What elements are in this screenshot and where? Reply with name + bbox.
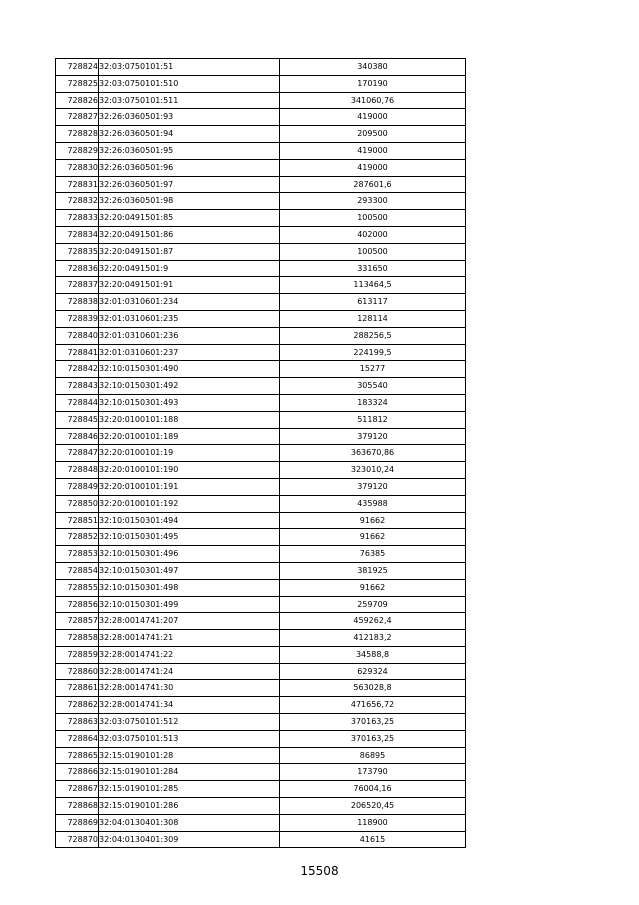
row-id-cell: 728826 [56, 92, 99, 109]
cadastral-number-cell: 32:26:0360501:96 [99, 159, 280, 176]
row-id-cell: 728836 [56, 260, 99, 277]
table-row [56, 361, 466, 378]
cadastral-number-cell: 32:20:0100101:192 [99, 495, 280, 512]
table-row [56, 75, 466, 92]
table-row [56, 831, 466, 848]
cadastral-number-cell: 32:03:0750101:511 [99, 92, 280, 109]
cadastral-number-cell: 32:20:0100101:188 [99, 411, 280, 428]
row-id-cell: 728825 [56, 75, 99, 92]
table-row [56, 428, 466, 445]
value-cell: 183324 [280, 394, 466, 411]
value-cell: 76385 [280, 546, 466, 563]
cadastral-number-cell: 32:28:0014741:30 [99, 680, 280, 697]
row-id-cell: 728861 [56, 680, 99, 697]
value-cell: 340380 [280, 59, 466, 76]
row-id-cell: 728855 [56, 579, 99, 596]
table-row [56, 613, 466, 630]
cadastral-number-cell: 32:15:0190101:284 [99, 764, 280, 781]
cadastral-number-cell: 32:28:0014741:22 [99, 646, 280, 663]
row-id-cell: 728845 [56, 411, 99, 428]
value-cell: 41615 [280, 831, 466, 848]
table-row [56, 142, 466, 159]
cadastral-number-cell: 32:28:0014741:21 [99, 630, 280, 647]
row-id-cell: 728842 [56, 361, 99, 378]
table-row [56, 646, 466, 663]
table-row [56, 126, 466, 143]
table-row [56, 478, 466, 495]
row-id-cell: 728854 [56, 562, 99, 579]
cadastral-number-cell: 32:26:0360501:93 [99, 109, 280, 126]
row-id-cell: 728829 [56, 142, 99, 159]
value-cell: 363670,86 [280, 445, 466, 462]
table-row [56, 394, 466, 411]
value-cell: 323010,24 [280, 462, 466, 479]
row-id-cell: 728862 [56, 697, 99, 714]
cadastral-number-cell: 32:10:0150301:498 [99, 579, 280, 596]
table-row [56, 730, 466, 747]
table-row [56, 781, 466, 798]
row-id-cell: 728850 [56, 495, 99, 512]
cadastral-number-cell: 32:15:0190101:286 [99, 798, 280, 815]
table-row [56, 562, 466, 579]
row-id-cell: 728865 [56, 747, 99, 764]
cadastral-number-cell: 32:04:0130401:308 [99, 814, 280, 831]
row-id-cell: 728866 [56, 764, 99, 781]
table-row [56, 327, 466, 344]
cadastral-number-cell: 32:20:0491501:85 [99, 210, 280, 227]
row-id-cell: 728835 [56, 243, 99, 260]
row-id-cell: 728831 [56, 176, 99, 193]
table-row [56, 243, 466, 260]
cadastral-number-cell: 32:10:0150301:496 [99, 546, 280, 563]
cadastral-number-cell: 32:20:0100101:19 [99, 445, 280, 462]
cadastral-number-cell: 32:26:0360501:95 [99, 142, 280, 159]
value-cell: 76004,16 [280, 781, 466, 798]
value-cell: 370163,25 [280, 714, 466, 731]
cadastral-number-cell: 32:20:0100101:190 [99, 462, 280, 479]
row-id-cell: 728867 [56, 781, 99, 798]
cadastral-number-cell: 32:10:0150301:494 [99, 512, 280, 529]
row-id-cell: 728860 [56, 663, 99, 680]
table-row [56, 193, 466, 210]
row-id-cell: 728830 [56, 159, 99, 176]
cadastral-number-cell: 32:26:0360501:94 [99, 126, 280, 143]
value-cell: 206520,45 [280, 798, 466, 815]
cadastral-number-cell: 32:15:0190101:28 [99, 747, 280, 764]
table-row [56, 59, 466, 76]
row-id-cell: 728838 [56, 294, 99, 311]
value-cell: 91662 [280, 512, 466, 529]
cadastral-number-cell: 32:04:0130401:309 [99, 831, 280, 848]
row-id-cell: 728870 [56, 831, 99, 848]
row-id-cell: 728864 [56, 730, 99, 747]
cadastral-number-cell: 32:03:0750101:513 [99, 730, 280, 747]
table-row [56, 277, 466, 294]
value-cell: 34588,8 [280, 646, 466, 663]
row-id-cell: 728851 [56, 512, 99, 529]
cadastral-number-cell: 32:20:0100101:189 [99, 428, 280, 445]
value-cell: 128114 [280, 310, 466, 327]
row-id-cell: 728868 [56, 798, 99, 815]
table-row [56, 495, 466, 512]
cadastral-number-cell: 32:01:0310601:234 [99, 294, 280, 311]
table-row [56, 680, 466, 697]
table-row [56, 546, 466, 563]
cadastral-number-cell: 32:10:0150301:497 [99, 562, 280, 579]
row-id-cell: 728863 [56, 714, 99, 731]
table-row [56, 462, 466, 479]
row-id-cell: 728847 [56, 445, 99, 462]
value-cell: 629324 [280, 663, 466, 680]
page-number: 15508 [300, 864, 339, 878]
cadastral-number-cell: 32:20:0491501:91 [99, 277, 280, 294]
cadastral-number-cell: 32:03:0750101:512 [99, 714, 280, 731]
row-id-cell: 728844 [56, 394, 99, 411]
cadastral-number-cell: 32:26:0360501:98 [99, 193, 280, 210]
row-id-cell: 728840 [56, 327, 99, 344]
row-id-cell: 728852 [56, 529, 99, 546]
table-row [56, 176, 466, 193]
value-cell: 118900 [280, 814, 466, 831]
row-id-cell: 728859 [56, 646, 99, 663]
cadastral-number-cell: 32:20:0491501:87 [99, 243, 280, 260]
row-id-cell: 728856 [56, 596, 99, 613]
row-id-cell: 728869 [56, 814, 99, 831]
table-row [56, 579, 466, 596]
data-table [55, 58, 466, 848]
value-cell: 331650 [280, 260, 466, 277]
row-id-cell: 728837 [56, 277, 99, 294]
cadastral-number-cell: 32:28:0014741:207 [99, 613, 280, 630]
table-row [56, 596, 466, 613]
cadastral-number-cell: 32:01:0310601:236 [99, 327, 280, 344]
value-cell: 100500 [280, 243, 466, 260]
row-id-cell: 728833 [56, 210, 99, 227]
value-cell: 224199,5 [280, 344, 466, 361]
table-row [56, 663, 466, 680]
value-cell: 341060,76 [280, 92, 466, 109]
value-cell: 287601,6 [280, 176, 466, 193]
row-id-cell: 728841 [56, 344, 99, 361]
cadastral-number-cell: 32:20:0491501:86 [99, 226, 280, 243]
table-row [56, 764, 466, 781]
value-cell: 419000 [280, 109, 466, 126]
value-cell: 412183,2 [280, 630, 466, 647]
row-id-cell: 728848 [56, 462, 99, 479]
row-id-cell: 728839 [56, 310, 99, 327]
value-cell: 379120 [280, 428, 466, 445]
value-cell: 471656,72 [280, 697, 466, 714]
table-row [56, 159, 466, 176]
cadastral-number-cell: 32:28:0014741:34 [99, 697, 280, 714]
value-cell: 91662 [280, 529, 466, 546]
value-cell: 435988 [280, 495, 466, 512]
value-cell: 170190 [280, 75, 466, 92]
cadastral-number-cell: 32:03:0750101:51 [99, 59, 280, 76]
table-body [56, 59, 466, 848]
value-cell: 113464,5 [280, 277, 466, 294]
value-cell: 402000 [280, 226, 466, 243]
cadastral-number-cell: 32:01:0310601:235 [99, 310, 280, 327]
value-cell: 91662 [280, 579, 466, 596]
row-id-cell: 728849 [56, 478, 99, 495]
cadastral-number-cell: 32:20:0491501:9 [99, 260, 280, 277]
cadastral-number-cell: 32:28:0014741:24 [99, 663, 280, 680]
row-id-cell: 728828 [56, 126, 99, 143]
value-cell: 293300 [280, 193, 466, 210]
table-row [56, 344, 466, 361]
value-cell: 370163,25 [280, 730, 466, 747]
cadastral-number-cell: 32:10:0150301:493 [99, 394, 280, 411]
row-id-cell: 728858 [56, 630, 99, 647]
value-cell: 86895 [280, 747, 466, 764]
table-row [56, 630, 466, 647]
cadastral-number-cell: 32:10:0150301:495 [99, 529, 280, 546]
row-id-cell: 728853 [56, 546, 99, 563]
table-row [56, 814, 466, 831]
value-cell: 15277 [280, 361, 466, 378]
table-row [56, 411, 466, 428]
table-row [56, 747, 466, 764]
table-row [56, 310, 466, 327]
cadastral-number-cell: 32:20:0100101:191 [99, 478, 280, 495]
value-cell: 419000 [280, 142, 466, 159]
value-cell: 379120 [280, 478, 466, 495]
value-cell: 459262,4 [280, 613, 466, 630]
value-cell: 100500 [280, 210, 466, 227]
row-id-cell: 728824 [56, 59, 99, 76]
cadastral-number-cell: 32:01:0310601:237 [99, 344, 280, 361]
row-id-cell: 728843 [56, 378, 99, 395]
table-row [56, 445, 466, 462]
cadastral-number-cell: 32:10:0150301:499 [99, 596, 280, 613]
cadastral-number-cell: 32:10:0150301:490 [99, 361, 280, 378]
value-cell: 173790 [280, 764, 466, 781]
row-id-cell: 728827 [56, 109, 99, 126]
table-row [56, 529, 466, 546]
value-cell: 259709 [280, 596, 466, 613]
value-cell: 511812 [280, 411, 466, 428]
value-cell: 613117 [280, 294, 466, 311]
table-row [56, 714, 466, 731]
row-id-cell: 728857 [56, 613, 99, 630]
table-row [56, 210, 466, 227]
cadastral-number-cell: 32:03:0750101:510 [99, 75, 280, 92]
table-row [56, 109, 466, 126]
table-row [56, 294, 466, 311]
table-row [56, 378, 466, 395]
table-row [56, 697, 466, 714]
row-id-cell: 728834 [56, 226, 99, 243]
value-cell: 288256,5 [280, 327, 466, 344]
table-row [56, 260, 466, 277]
table-row [56, 226, 466, 243]
value-cell: 209500 [280, 126, 466, 143]
value-cell: 381925 [280, 562, 466, 579]
table-row [56, 512, 466, 529]
cadastral-number-cell: 32:15:0190101:285 [99, 781, 280, 798]
cadastral-number-cell: 32:10:0150301:492 [99, 378, 280, 395]
table-row [56, 92, 466, 109]
row-id-cell: 728846 [56, 428, 99, 445]
table-row [56, 798, 466, 815]
value-cell: 419000 [280, 159, 466, 176]
value-cell: 563028,8 [280, 680, 466, 697]
cadastral-number-cell: 32:26:0360501:97 [99, 176, 280, 193]
value-cell: 305540 [280, 378, 466, 395]
row-id-cell: 728832 [56, 193, 99, 210]
